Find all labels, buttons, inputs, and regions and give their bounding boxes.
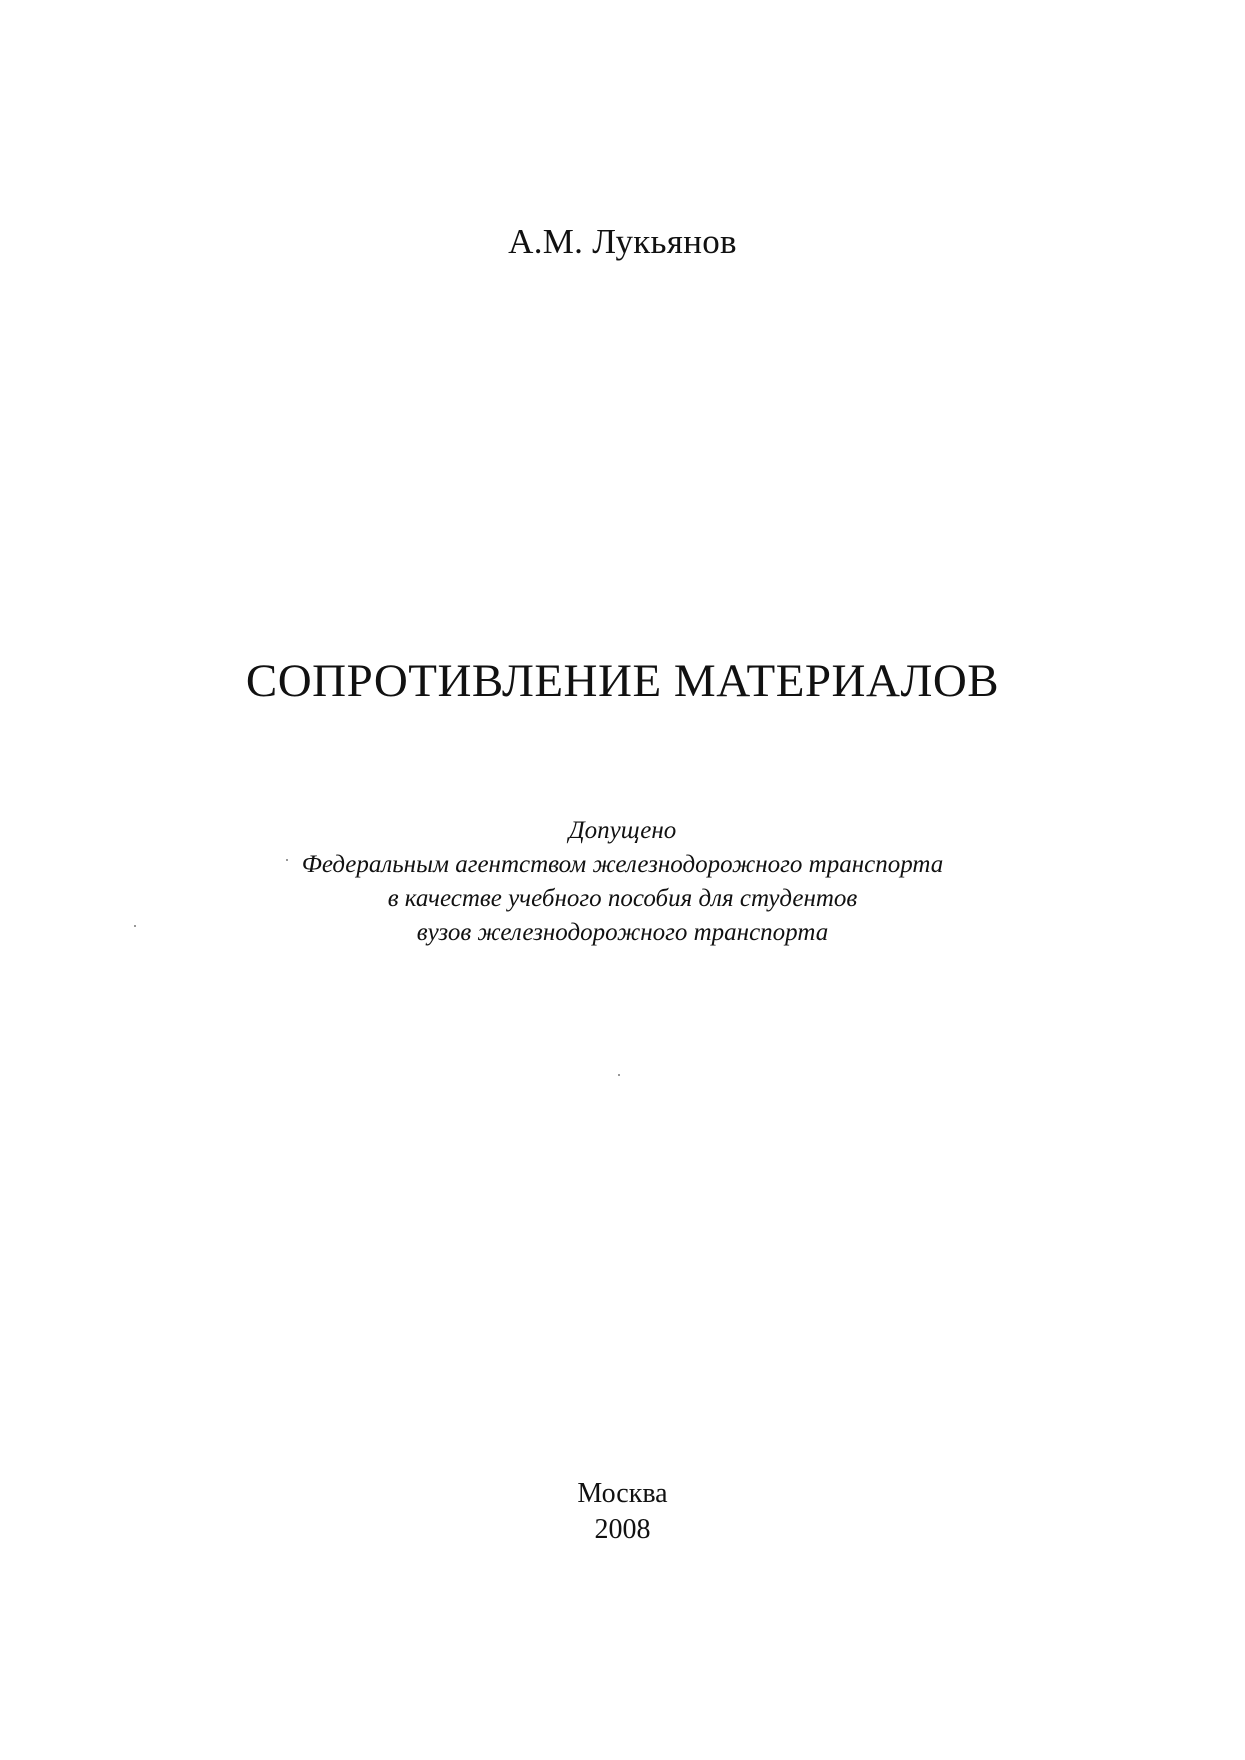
approval-line: в качестве учебного пособия для студентов: [387, 885, 858, 912]
publication-imprint: [0, 1476, 1245, 1548]
author-name: А.М. Лукьянов: [508, 222, 737, 261]
scan-speck: [134, 925, 136, 927]
approval-line: Федеральным агентством железнодорожного транспорта: [301, 851, 944, 878]
book-title: СОПРОТИВЛЕНИЕ МАТЕРИАЛОВ: [245, 655, 1000, 707]
approval-line: вузов железнодорожного транспорта: [416, 919, 829, 946]
scan-speck: [286, 859, 288, 861]
publication-city: Москва: [577, 1478, 668, 1509]
approval-line: Допущено: [568, 817, 677, 844]
publication-year: 2008: [594, 1514, 651, 1545]
approval-statement: [0, 814, 1245, 950]
scan-speck: [618, 1074, 620, 1076]
